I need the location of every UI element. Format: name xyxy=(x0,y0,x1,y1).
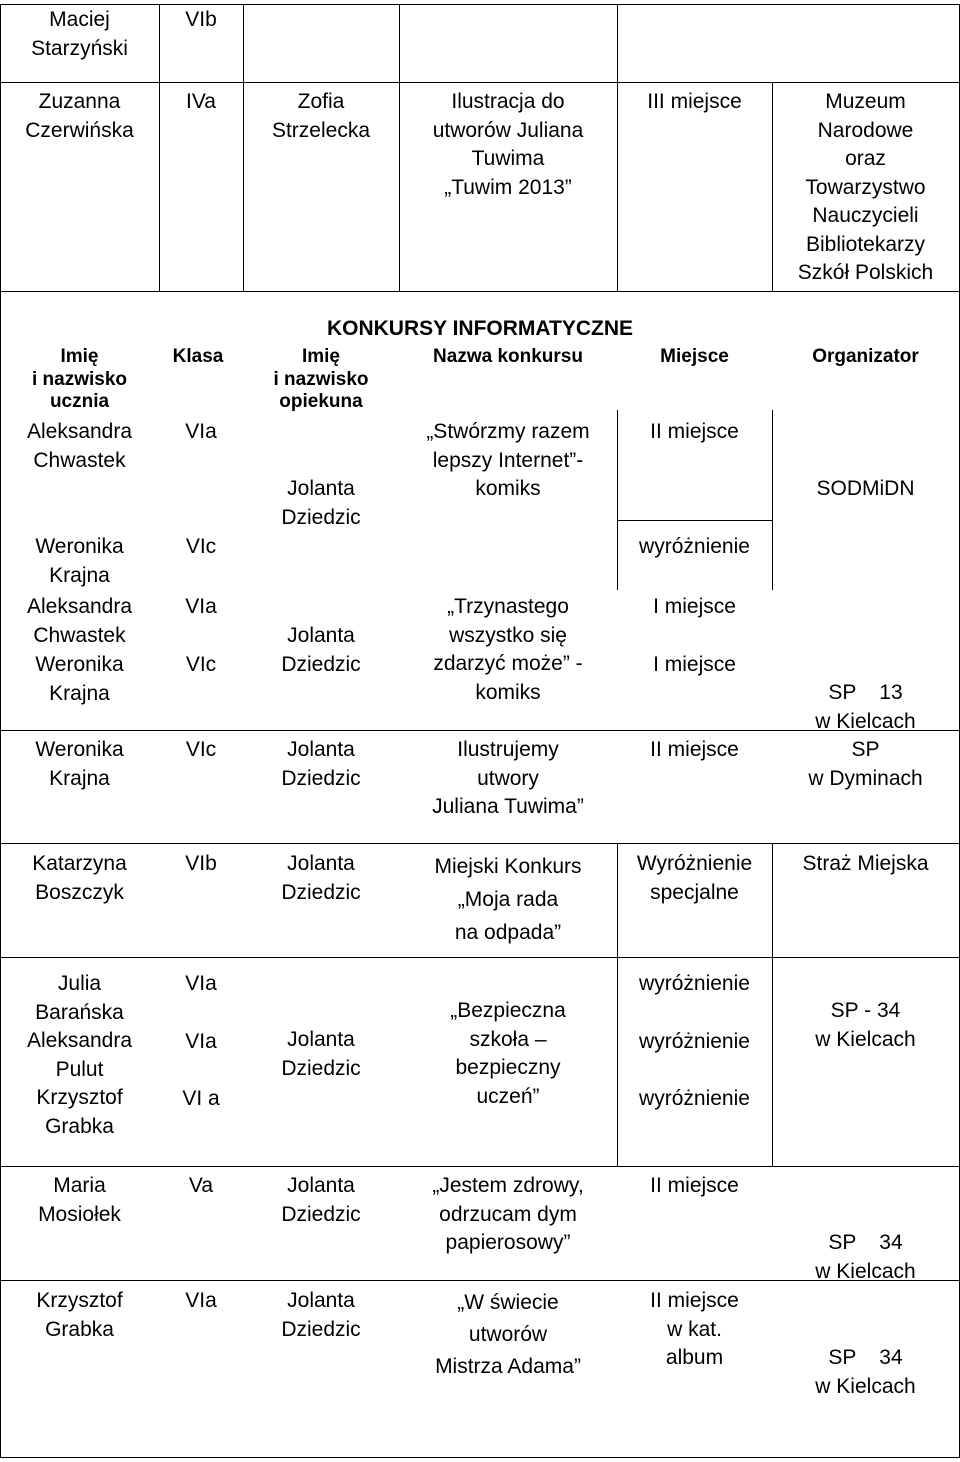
row-divider xyxy=(0,1166,960,1167)
col-divider xyxy=(159,4,160,291)
class-cell: Va xyxy=(188,1174,214,1197)
class-cell: VIa xyxy=(185,420,217,443)
row-divider xyxy=(0,843,960,844)
contest-name: „Stwórzmy razem lepszy Internet”- komiks xyxy=(426,420,590,500)
place-cell: II miejsce xyxy=(650,1174,739,1197)
place-cell: I miejsce xyxy=(653,595,736,618)
organizer-cell: SP 34 w Kielcach xyxy=(815,1231,916,1283)
place-cell: III miejsce xyxy=(647,90,742,113)
teacher-name: Jolanta Dziedzic xyxy=(281,1174,361,1226)
teacher-name: Jolanta Dziedzic xyxy=(281,738,361,790)
row-divider xyxy=(0,957,960,958)
place-cell: wyróżnienie xyxy=(639,535,750,558)
place-cell: II miejsce xyxy=(650,420,739,443)
teacher-name: Jolanta Dziedzic xyxy=(281,852,361,904)
student-name: Maria Mosiołek xyxy=(38,1174,121,1226)
class-cell: VIb xyxy=(185,852,217,875)
header-teacher: Imię i nazwisko opiekuna xyxy=(273,346,369,412)
teacher-name: Zofia Strzelecka xyxy=(271,90,371,142)
student-name: Julia Barańska Aleksandra Pulut Krzysztof Grabka xyxy=(26,972,133,1138)
student-name: Krzysztof Grabka xyxy=(36,1289,123,1341)
class-cell: IVa xyxy=(186,90,216,113)
col-divider xyxy=(243,4,244,291)
contest-name: Miejski Konkurs „Moja rada na odpada” xyxy=(434,855,582,944)
student-name: Weronika Krajna xyxy=(35,535,124,587)
class-cell: VIc xyxy=(185,535,217,558)
teacher-name: Jolanta Dziedzic xyxy=(281,624,361,676)
place-cell: II miejsce w kat. album xyxy=(650,1289,739,1369)
student-name: Katarzyna Boszczyk xyxy=(32,852,127,904)
student-name: Weronika Krajna xyxy=(35,738,124,790)
contest-name: Ilustrujemy utwory Juliana Tuwima” xyxy=(432,738,584,818)
student-name: Zuzanna Czerwińska xyxy=(25,90,134,142)
place-cell: II miejsce xyxy=(650,738,739,761)
teacher-name: Jolanta Dziedzic xyxy=(281,1289,361,1341)
header-class: Klasa xyxy=(172,346,224,367)
class-cell: VIc xyxy=(185,653,217,676)
col-divider xyxy=(772,957,773,1166)
header-organizer: Organizator xyxy=(812,346,919,367)
row-divider xyxy=(0,82,960,83)
class-cell: VIa VIa VI a xyxy=(182,972,220,1110)
class-cell: VIb xyxy=(185,8,217,31)
teacher-name: Jolanta Dziedzic xyxy=(281,1028,361,1080)
student-name: Weronika Krajna xyxy=(35,653,124,705)
place-cell: wyróżnienie wyróżnienie wyróżnienie xyxy=(639,972,750,1110)
cell-divider xyxy=(617,520,772,521)
organizer-cell: Muzeum Narodowe oraz Towarzystwo Nauczycieli Bibliotekarzy Szkół Polskich xyxy=(797,90,934,284)
contest-name: „W świecie utworów Mistrza Adama” xyxy=(435,1291,581,1378)
teacher-name: Jolanta Dziedzic xyxy=(281,477,361,529)
organizer-cell: SP 13 w Kielcach xyxy=(815,681,916,733)
col-divider xyxy=(617,4,618,291)
organizer-cell: Straż Miejska xyxy=(802,852,929,875)
header-student: Imię i nazwisko ucznia xyxy=(31,346,128,412)
student-name: Aleksandra Chwastek xyxy=(26,595,133,647)
header-contest: Nazwa konkursu xyxy=(433,346,583,367)
section-title: KONKURSY INFORMATYCZNE xyxy=(326,317,634,340)
organizer-cell: SP - 34 w Kielcach xyxy=(815,999,916,1051)
organizer-cell: SODMiDN xyxy=(816,477,915,500)
class-cell: VIc xyxy=(185,738,217,761)
contest-name: Ilustracja do utworów Juliana Tuwima „Tuwim 2013” xyxy=(432,90,584,199)
class-cell: VIa xyxy=(185,595,217,618)
student-name: Maciej Starzyński xyxy=(31,8,128,60)
organizer-cell: SP 34 w Kielcach xyxy=(815,1346,916,1398)
organizer-cell: SP w Dyminach xyxy=(808,738,923,790)
col-divider xyxy=(0,4,1,1457)
contest-name: „Bezpieczna szkoła – bezpieczny uczeń” xyxy=(450,999,566,1108)
row-divider xyxy=(0,4,960,5)
contest-name: „Trzynastego wszystko się zdarzyć może” - komiks xyxy=(433,595,583,704)
place-cell: I miejsce xyxy=(653,653,736,676)
row-divider xyxy=(0,291,960,292)
contest-name: „Jestem zdrowy, odrzucam dym papierosowy” xyxy=(432,1174,584,1254)
place-cell: Wyróżnienie specjalne xyxy=(636,852,753,904)
student-name: Aleksandra Chwastek xyxy=(26,420,133,472)
header-place: Miejsce xyxy=(660,346,729,367)
class-cell: VIa xyxy=(185,1289,217,1312)
